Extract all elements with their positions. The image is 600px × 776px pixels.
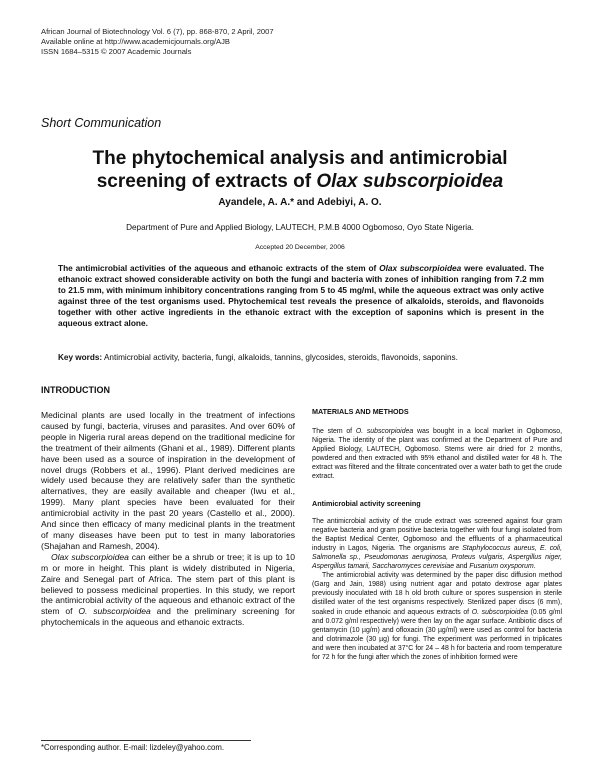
- abstract-species: Olax subscorpioidea: [379, 263, 462, 273]
- abstract-part-2: were evaluated. The ethanoic extract showed considerable activity on both the fungi and bacteria with zones of inhibition ranging from 7.2 mm to 21.5 mm, with minimum inhibitory concentrations ranging from 5 to 45 mg/ml, while the aqueous extract was only active against three of the test organisms used. Phytochemical test reveals the presence of alkaloids, steroids, and flavonoids together with other active ingredients in the ethanoic extract with the exception of saponins which is present in the aqueous extract alone.: [58, 263, 544, 328]
- methods-body: [312, 427, 562, 482]
- methods-paragraph-1: [312, 427, 562, 482]
- title-species: Olax subscorpioidea: [316, 171, 504, 192]
- introduction-paragraph-2: [41, 552, 295, 628]
- intro-p2-text-a: can either be a shrub or tree; it is up to 10 m or more in height. This plant is widely distributed in Nigeria, Zaire and Senegal part of Africa. The stem part of this plant is believed to possess medicinal properties. In this study, we report the antimicrobial activity of the aqueous and ethanoic extract of the stem of: [41, 551, 295, 617]
- methods-p1-text-a: The stem of: [312, 428, 356, 435]
- screening-paragraph-1: [312, 517, 562, 572]
- screening-p2-species: O. subscorpioidea: [471, 608, 528, 616]
- methods-p1-text-b: was bought in a local market in Ogbomoso, Nigeria. The identity of the plant was confirmed at the Department of Pure and Applied Biology, LAUTECH, Ogbomoso. Stems were air dried for 2 months, powdered and then extracted with 95% ethanol and distilled water for 48 h. The extract was filtered and the filtrate concentrated over a water bath to get the crude extract.: [312, 428, 563, 481]
- journal-header: [41, 27, 274, 57]
- organism-list: Staphylococcus aureus, E. coli, Salmonella sp., Pseudomonas aeruginosa, Proteus vulgaris, Aspergillus niger, Aspergillus tamarii, Saccharomyces cerevisiae: [312, 544, 562, 571]
- authors: Ayandele, A. A.* and Adebiyi, A. O.: [218, 197, 382, 208]
- abstract-part-1: The antimicrobial activities of the aqueous and ethanoic extracts of the stem of: [58, 263, 380, 273]
- intro-species-abbrev: O. subscorpioidea: [78, 606, 151, 617]
- abstract: [58, 263, 544, 329]
- article-type: Short Communication: [41, 116, 162, 130]
- journal-online-link[interactable]: Available online at http://www.academicjournals.org/AJB: [41, 37, 230, 46]
- keywords-label: Key words:: [58, 353, 103, 362]
- screening-subheading: Antimicrobial activity screening: [312, 498, 421, 508]
- introduction-paragraph-1: Medicinal plants are used locally in the treatment of infections caused by fungi, bacteria, viruses and parasites. And over 60% of people in Nigeria rural areas depend on the traditional medicine for the treatment of their ailments (Ghani et al., 1989). Different plants have been used as a source of inspiration in the development of novel drugs (Robbers et al., 1996). Plant derived medicines are widely used because they are relatively safer than the synthetic alternatives, they are easily available and cheaper (Iwu et al., 1999). Many plant species have been evaluated for their antimicrobial activity in the past 20 years (Castello et al., 2000). And since then efficacy of many medicinal plants in the treatment of many diseases have been put to test in many laboratories (Shajahan and Ramesh, 2004).: [41, 410, 295, 551]
- screening-p1-end: .: [533, 563, 536, 571]
- screening-paragraph-2: [312, 571, 562, 662]
- title-line-2: screening of extracts of: [96, 171, 317, 192]
- screening-p2-text-a: The antimicrobial activity was determined by the paper disc diffusion method (Garg and Jain, 1988) using nutrient agar and potato dextrose agar plates previously inoculated with 18 h old broth culture or spores suspension in sterile distilled water of the test organisms respectively. Sterilized paper discs (6 mm), soaked in crude ethanoic and aqueous extracts of: [312, 572, 562, 616]
- journal-issn: ISSN 1684–5315 © 2007 Academic Journals: [41, 47, 192, 56]
- article-title: [40, 147, 560, 193]
- screening-p1-text: The antimicrobial activity of the crude extract was screened against four gram negative bacteria and gram positive bacteria together with four fungi isolated from the Baptist Medical Center, Ogbomoso and the effluents of a pharmaceutical industry in Lagos, Nigeria. The organisms are: [312, 517, 562, 552]
- journal-citation: African Journal of Biotechnology Vol. 6 (7), pp. 868-870, 2 April, 2007: [41, 27, 274, 36]
- organism-list-and: and: [454, 563, 470, 571]
- introduction-body: [41, 410, 295, 628]
- title-line-1: The phytochemical analysis and antimicrobial: [92, 148, 508, 169]
- right-column: [312, 407, 562, 662]
- introduction-heading: INTRODUCTION: [41, 385, 110, 395]
- keywords-list: Antimicrobial activity, bacteria, fungi, alkaloids, tannins, glycosides, steroids, flavonoids, saponins.: [102, 353, 458, 362]
- footnote-divider: [41, 740, 251, 741]
- screening-p2-text-b: (0.05 g/ml and 0.072 g/ml respectively) were then lay on the agar surface. Antibiotic discs of gentamycin (10 µg/m) and ofloxacin (30 µg/ml) were used as control for bacteria and clotrimazole (30 µg) for fungi. The experiment was performed in triplicates and were then incubated at 37°C for 24 – 48 h for bacteria and room temperature for 72 h for the fungi after which the zones of inhibition formed were: [312, 608, 562, 661]
- left-column: [41, 385, 295, 628]
- organism-last: Fusarium oxysporum: [469, 563, 534, 571]
- screening-body: [312, 517, 562, 663]
- intro-species: Olax subscorpioidea: [51, 551, 129, 562]
- corresponding-author-footnote: *Corresponding author. E-mail: lizdeley@yahoo.com.: [41, 743, 225, 752]
- methods-heading: MATERIALS AND METHODS: [312, 407, 409, 416]
- keywords: [58, 352, 548, 363]
- intro-p2-text-b: and the preliminary screening for phytochemicals in the aqueous and ethanoic extracts.: [41, 606, 296, 628]
- methods-p1-species: O. subscorpioidea: [355, 428, 414, 435]
- accepted-date: Accepted 20 December, 2006: [255, 244, 345, 251]
- affiliation: Department of Pure and Applied Biology, LAUTECH, P.M.B 4000 Ogbomoso, Oyo State Nigeria.: [126, 223, 474, 232]
